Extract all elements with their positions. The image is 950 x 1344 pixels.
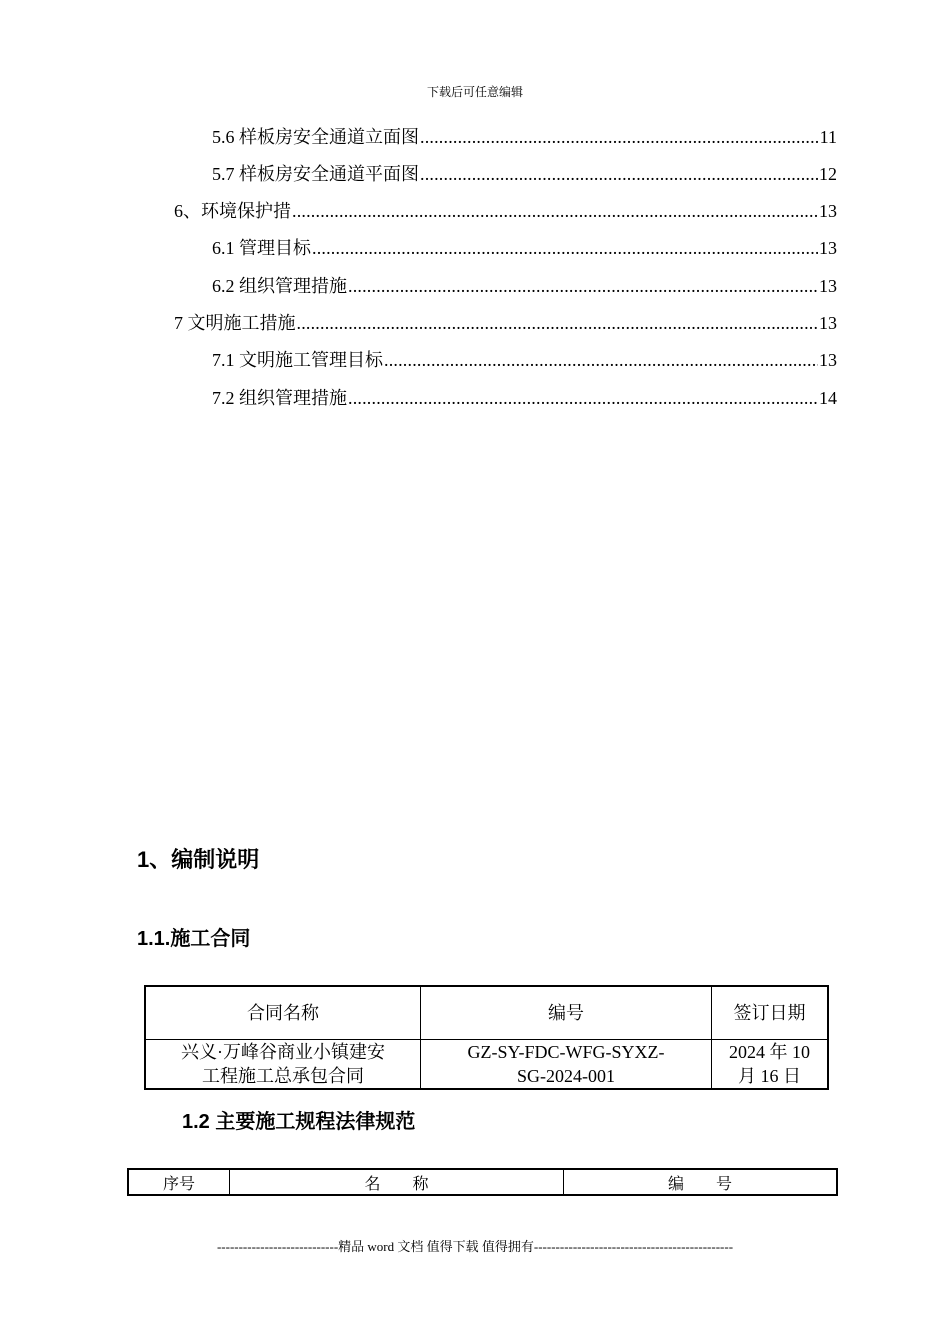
regulation-table: [127, 1168, 838, 1196]
toc-entry-label: 6.1 管理目标: [212, 238, 311, 258]
table-header-cell: 名 称: [230, 1169, 564, 1195]
table-header-cell: 编 号: [564, 1169, 838, 1195]
toc-leader: [384, 348, 818, 372]
toc-entry[interactable]: [212, 125, 837, 149]
toc-leader: [312, 236, 818, 260]
toc-entry-label: 5.7 样板房安全通道平面图: [212, 164, 419, 184]
subsection-heading: 1.2 主要施工规程法律规范: [182, 1111, 416, 1133]
toc-entry-label: 6、环境保护措: [174, 201, 291, 221]
toc-entry[interactable]: [212, 236, 837, 260]
contract-date-line: 2024 年 10: [729, 1041, 810, 1062]
toc-leader: [420, 162, 818, 186]
toc-entry-page: 11: [819, 127, 837, 147]
toc-entry-page: 13: [819, 238, 837, 258]
contract-code-cell: [421, 1039, 712, 1089]
contract-name-cell: [145, 1039, 421, 1089]
contract-table: [144, 985, 829, 1090]
toc-entry-label: 7.2 组织管理措施: [212, 388, 347, 408]
contract-code-line: GZ-SY-FDC-WFG-SYXZ-: [467, 1041, 665, 1062]
toc-entry-label: 7 文明施工措施: [174, 313, 296, 333]
page-header: 下载后可任意编辑: [426, 85, 523, 99]
toc-entry[interactable]: [174, 311, 837, 335]
toc-entry-label: 7.1 文明施工管理目标: [212, 350, 383, 370]
toc-leader: [348, 274, 818, 298]
toc-entry-page: 13: [819, 350, 837, 370]
toc-entry-page: 13: [819, 313, 837, 333]
subsection-heading: 1.1.施工合同: [137, 928, 251, 950]
table-header-cell: 合同名称: [145, 986, 421, 1039]
toc-leader: [420, 125, 819, 149]
toc-entry[interactable]: [212, 348, 837, 372]
contract-date-line: 月 16 日: [738, 1065, 801, 1086]
toc-entry-page: 13: [819, 276, 837, 296]
table-header-cell: 序号: [128, 1169, 230, 1195]
table-header-cell: 签订日期: [712, 986, 829, 1039]
toc-entry-label: 5.6 样板房安全通道立面图: [212, 127, 419, 147]
contract-code-line: SG-2024-001: [517, 1065, 615, 1086]
toc-entry-label: 6.2 组织管理措施: [212, 276, 347, 296]
contract-date-cell: [712, 1039, 829, 1089]
contract-name-line: 兴义·万峰谷商业小镇建安: [181, 1041, 385, 1062]
toc-leader: [297, 311, 819, 335]
toc-entry-page: 13: [819, 201, 837, 221]
contract-name-line: 工程施工总承包合同: [202, 1065, 364, 1086]
table-header-cell: 编号: [421, 986, 712, 1039]
section-heading: 1、编制说明: [137, 847, 260, 872]
toc-entry[interactable]: [174, 199, 837, 223]
toc-entry[interactable]: [212, 386, 837, 410]
toc-entry[interactable]: [212, 162, 837, 186]
toc-entry[interactable]: [212, 274, 837, 298]
toc-entry-page: 12: [819, 164, 837, 184]
toc-entry-page: 14: [819, 388, 837, 408]
toc-leader: [292, 199, 818, 223]
page-footer: ----------------------------精品 word 文档 值得下载 值得拥有----------------------------------------------: [216, 1239, 734, 1254]
toc-leader: [348, 386, 818, 410]
